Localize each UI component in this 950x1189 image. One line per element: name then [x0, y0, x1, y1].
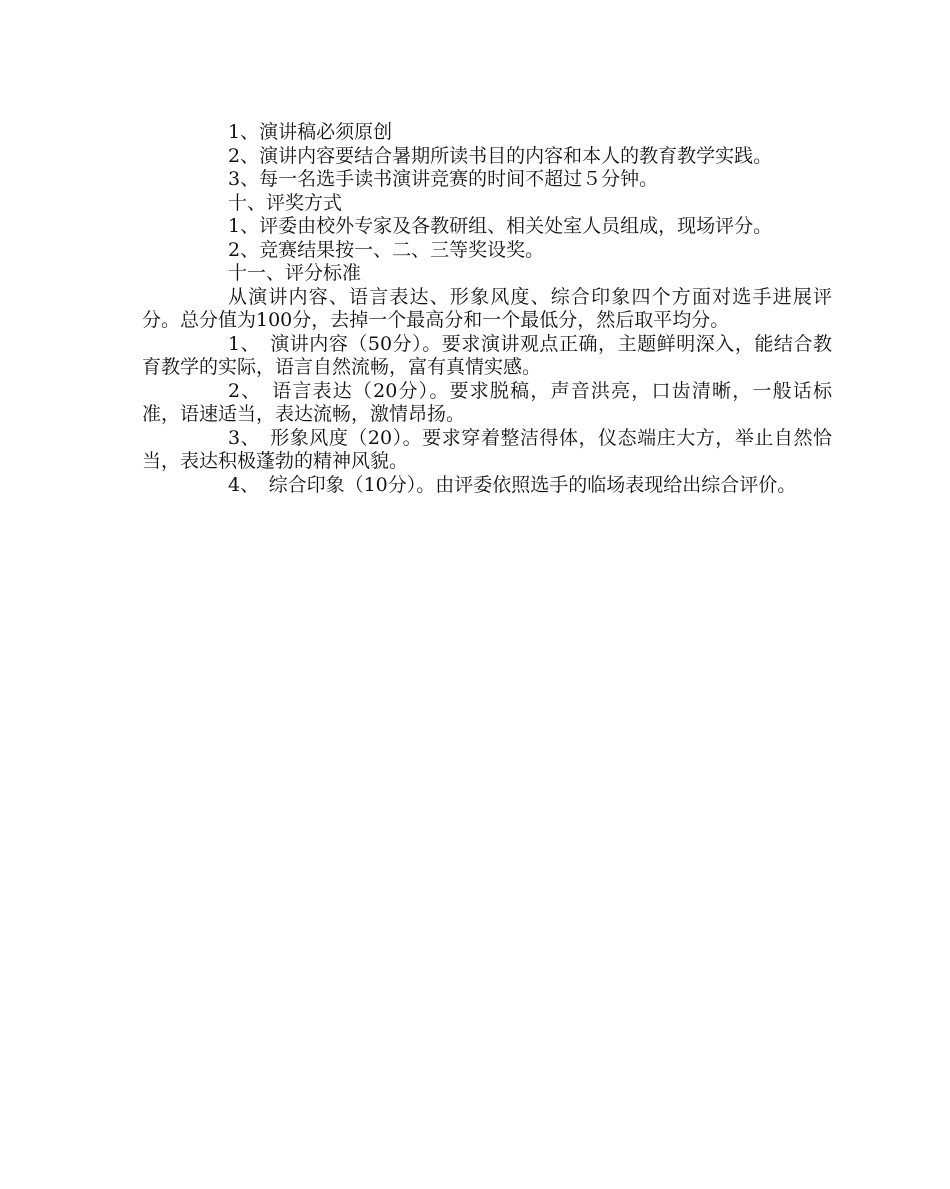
criterion-speech-content: 1、 演讲内容（50分）。要求演讲观点正确，主题鲜明深入，能结合教育教学的实际，语言自然流畅，富有真情实感。	[142, 332, 832, 378]
criterion-language-expression: 2、 语言表达（20分）。要求脱稿，声音洪亮，口齿清晰，一般话标准，语速适当，表达流畅，激情昂扬。	[142, 379, 832, 425]
award-prizes: 2、竞赛结果按一、二、三等奖设奖。	[228, 238, 545, 261]
rule-speech-content: 2、演讲内容要结合暑期所读书目的内容和本人的教育教学实践。	[228, 144, 773, 167]
section-heading-award-method: 十、评奖方式	[228, 191, 343, 214]
criterion-appearance: 3、 形象风度（20）。要求穿着整洁得体，仪态端庄大方，举止自然恰当，表达积极蓬勃的精神风貌。	[142, 426, 832, 472]
rule-original-speech: 1、演讲稿必须原创	[228, 121, 393, 143]
award-judges: 1、评委由校外专家及各教研组、相关处室人员组成，现场评分。	[228, 215, 773, 237]
scoring-overview: 从演讲内容、语言表达、形象风度、综合印象四个方面对选手进展评分。总分值为100分，去掉一个最高分和一个最低分，然后取平均分。	[142, 285, 832, 331]
document-body	[142, 121, 832, 497]
rule-time-limit: 3、每一名选手读书演讲竞赛的时间不超过５分钟。	[228, 168, 659, 190]
criterion-overall-impression: 4、 综合印象（10分）。由评委依照选手的临场表现给出综合评价。	[228, 473, 797, 496]
section-heading-scoring-criteria: 十一、评分标准	[228, 262, 362, 284]
